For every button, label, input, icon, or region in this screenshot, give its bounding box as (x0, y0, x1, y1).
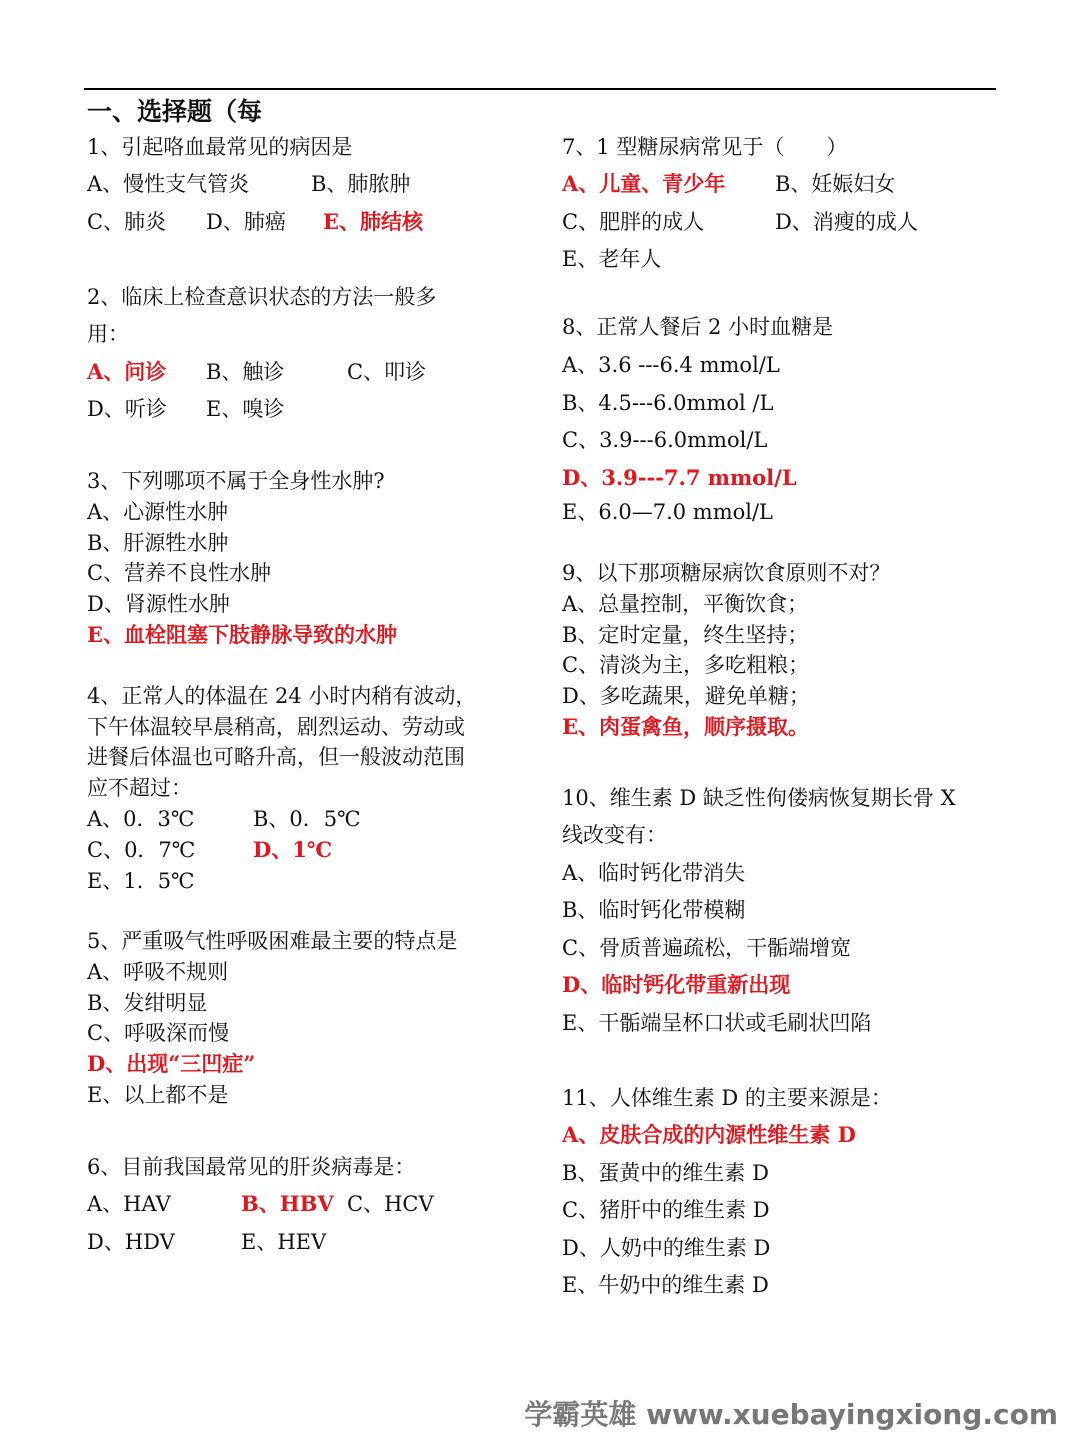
q2-option-b: B、触诊 (206, 360, 285, 384)
q10-option-c: C、骨质普遍疏松，干骺端增宽 (562, 936, 852, 960)
q1-option-b: B、肺脓肿 (311, 172, 411, 196)
q8-stem: 8、正常人餐后 2 小时血糖是 (562, 315, 834, 339)
q11-option-b: B、蛋黄中的维生素 D (562, 1161, 769, 1185)
q6-option-b-answer: B、HBV (241, 1191, 334, 1216)
q2-option-a-answer: A、问诊 (87, 359, 167, 384)
q4-option-d-answer: D、1℃ (253, 837, 332, 862)
q4-stem-line2: 下午体温较早晨稍高，剧烈运动、劳动或 (87, 715, 465, 739)
q2-stem-line1: 2、临床上检查意识状态的方法一般多 (87, 285, 437, 309)
q3-option-b: B、肝源牲水肿 (87, 531, 229, 555)
q1-option-c: C、肺炎 (87, 210, 167, 234)
q9-option-e-answer: E、肉蛋禽鱼，顺序摄取。 (562, 714, 810, 739)
q7-option-b: B、妊娠妇女 (775, 172, 896, 196)
q11-stem: 11、人体维生素 D 的主要来源是： (562, 1086, 892, 1110)
q9-option-c: C、清淡为主，多吃粗粮； (562, 653, 810, 677)
site-watermark: 学霸英雄 www.xuebayingxiong.com (524, 1398, 1058, 1431)
q3-option-e-answer: E、血栓阻塞下肢静脉导致的水肿 (87, 622, 398, 647)
q2-stem-line2: 用： (87, 322, 129, 346)
q10-stem-line1: 10、维生素 D 缺乏性佝偻病恢复期长骨 X (562, 786, 956, 810)
q11-option-d: D、人奶中的维生素 D (562, 1236, 771, 1260)
q1-option-e-answer: E、肺结核 (323, 209, 424, 234)
q11-option-e: E、牛奶中的维生素 D (562, 1273, 769, 1297)
q3-option-a: A、心源性水肿 (87, 500, 229, 524)
q3-stem: 3、下列哪项不属于全身性水肿? (87, 469, 385, 493)
q7-stem: 7、1 型糖尿病常见于（ ） (562, 135, 848, 159)
q1-option-d: D、肺癌 (206, 210, 286, 234)
q10-option-a: A、临时钙化带消失 (562, 861, 746, 885)
q5-option-d-answer: D、出现“三凹症” (87, 1051, 256, 1076)
q10-stem-line2: 线改变有： (562, 823, 667, 847)
q3-option-d: D、肾源性水肿 (87, 592, 230, 616)
q7-option-d: D、消瘦的成人 (775, 210, 918, 234)
q9-option-b: B、定时定量，终生坚持； (562, 623, 809, 647)
q1-option-a: A、慢性支气管炎 (87, 172, 250, 196)
q10-option-d-answer: D、临时钙化带重新出现 (562, 972, 791, 997)
q9-option-a: A、总量控制，平衡饮食； (562, 592, 809, 616)
q10-option-b: B、临时钙化带模糊 (562, 898, 746, 922)
q8-option-c: C、3.9---6.0mmol/L (562, 428, 768, 452)
q5-option-c: C、呼吸深而慢 (87, 1021, 230, 1045)
q8-option-d-answer: D、3.9---7.7 mmol/L (562, 465, 797, 490)
q4-option-e: E、1．5℃ (87, 869, 195, 893)
q4-stem-line1: 4、正常人的体温在 24 小时内稍有波动， (87, 684, 477, 708)
q9-option-d: D、多吃蔬果，避免单糖； (562, 684, 810, 708)
q9-stem: 9、以下那项糖尿病饮食原则不对？ (562, 561, 891, 585)
q5-option-a: A、呼吸不规则 (87, 960, 229, 984)
q6-stem: 6、目前我国最常见的肝炎病毒是： (87, 1155, 416, 1179)
q4-stem-line4: 应不超过： (87, 776, 192, 800)
q11-option-c: C、猪肝中的维生素 D (562, 1198, 770, 1222)
q4-option-a: A、0．3℃ (87, 807, 195, 831)
q5-option-e: E、以上都不是 (87, 1083, 229, 1107)
q2-option-c: C、叩诊 (347, 360, 427, 384)
header-rule (84, 88, 996, 90)
q7-option-c: C、肥胖的成人 (562, 210, 705, 234)
q8-option-b: B、4.5---6.0mmol /L (562, 391, 774, 415)
q5-option-b: B、发绀明显 (87, 991, 208, 1015)
q4-stem-line3: 进餐后体温也可略升高，但一般波动范围 (87, 745, 465, 769)
q7-option-e: E、老年人 (562, 247, 662, 271)
q5-stem: 5、严重吸气性呼吸困难最主要的特点是 (87, 929, 458, 953)
q8-option-e: E、6.0—7.0 mmol/L (562, 500, 774, 524)
q11-option-a-answer: A、皮肤合成的内源性维生素 D (562, 1122, 856, 1147)
q10-option-e: E、干骺端呈杯口状或毛刷状凹陷 (562, 1011, 872, 1035)
q4-option-b: B、0．5℃ (253, 807, 361, 831)
q1-stem: 1、引起咯血最常见的病因是 (87, 135, 353, 159)
q6-option-e: E、HEV (241, 1230, 327, 1254)
q3-option-c: C、营养不良性水肿 (87, 561, 272, 585)
q2-option-e: E、嗅诊 (206, 397, 285, 421)
q8-option-a: A、3.6 ---6.4 mmol/L (562, 353, 780, 377)
q2-option-d: D、听诊 (87, 397, 167, 421)
q4-option-c: C、0．7℃ (87, 838, 196, 862)
q6-option-c: C、HCV (347, 1192, 434, 1216)
section-heading: 一、选择题（每 (87, 97, 263, 126)
q6-option-a: A、HAV (87, 1192, 171, 1216)
q7-option-a-answer: A、儿童、青少年 (562, 171, 726, 196)
q6-option-d: D、HDV (87, 1230, 175, 1254)
